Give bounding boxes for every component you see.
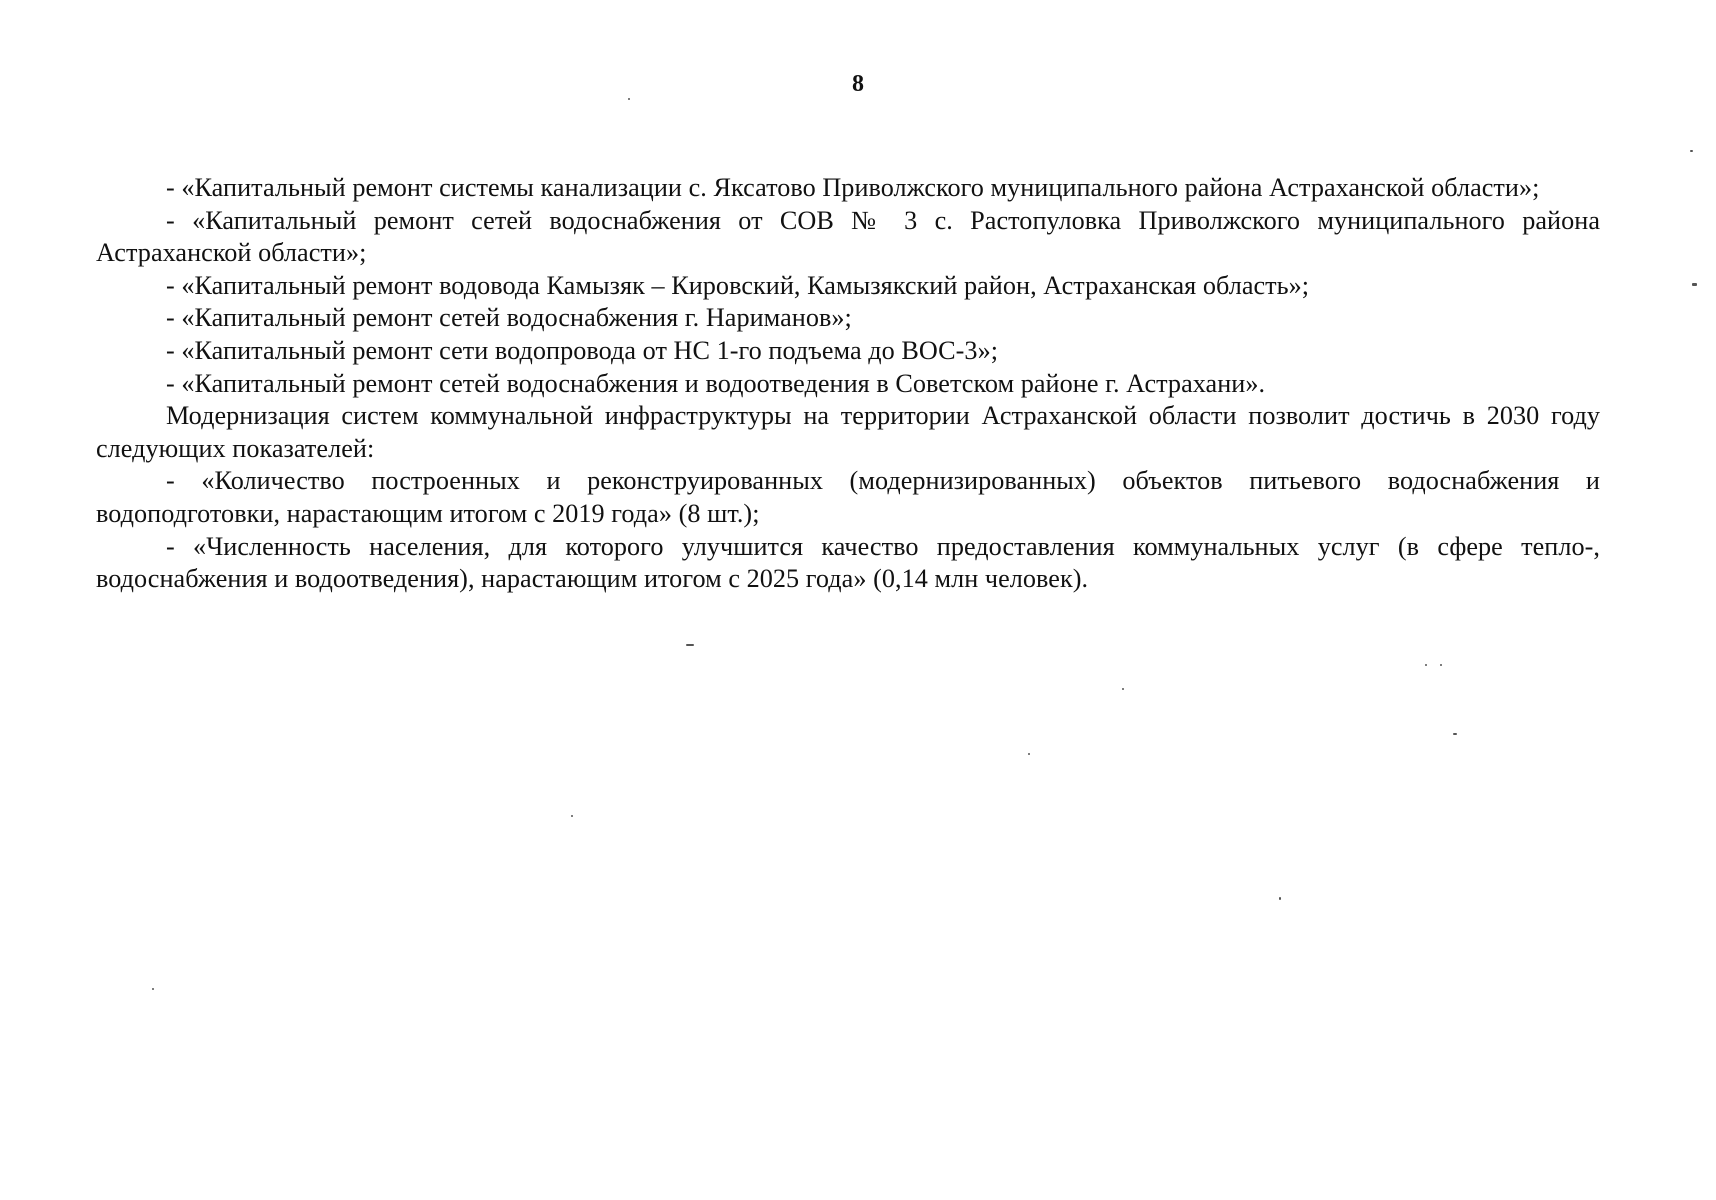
page-number: 8 <box>852 71 864 97</box>
paragraph-item-4: - «Капитальный ремонт сетей водоснабжения г. Нариманов»; <box>166 303 852 333</box>
paragraph-item-3: - «Капитальный ремонт водовода Камызяк – Кировский, Камызякский район, Астраханская область»; <box>166 270 1310 300</box>
scan-speck <box>1122 688 1124 690</box>
scan-speck <box>1028 753 1030 755</box>
paragraph-item-6: - «Капитальный ремонт сетей водоснабжения и водоотведения в Советском районе г. Астрахани». <box>166 368 1266 398</box>
scan-speck <box>1440 664 1442 666</box>
scan-speck <box>1692 283 1697 286</box>
scan-speck <box>1690 150 1693 152</box>
paragraph-item-1: - «Капитальный ремонт системы канализации с. Яксатово Приволжского муниципального района Астраханской области»; <box>166 173 1540 202</box>
paragraph-item-5: - «Капитальный ремонт сети водопровода от НС 1-го подъема до ВОС-3»; <box>166 335 999 365</box>
paragraph-intro: Модернизация систем коммунальной инфраструктуры на территории Астраханской области позволит достичь в 2030 году следующих показателей: <box>96 401 1600 463</box>
scan-speck <box>571 815 573 817</box>
document-body <box>96 172 1600 596</box>
scan-speck <box>686 644 694 646</box>
scan-speck <box>1425 664 1427 666</box>
scan-speck <box>628 98 630 100</box>
scan-speck <box>1279 897 1281 900</box>
paragraph-item-2: - «Капитальный ремонт сетей водоснабжения от СОВ № 3 с. Растопуловка Приволжского муниципального района Астраханской области»; <box>96 205 1600 268</box>
scan-speck <box>152 988 154 990</box>
scan-speck <box>1453 733 1457 735</box>
paragraph-indicator-2: - «Численность населения, для которого улучшится качество предоставления коммунальных услуг (в сфере тепло-, водоснабжения и водоотведения), нарастающим итогом с 2025 года» (0,14 млн человек). <box>96 531 1600 594</box>
paragraph-indicator-1: - «Количество построенных и реконструированных (модернизированных) объектов питьевого водоснабжения и водоподготовки, нарастающим итогом с 2019 года» (8 шт.); <box>96 466 1600 528</box>
